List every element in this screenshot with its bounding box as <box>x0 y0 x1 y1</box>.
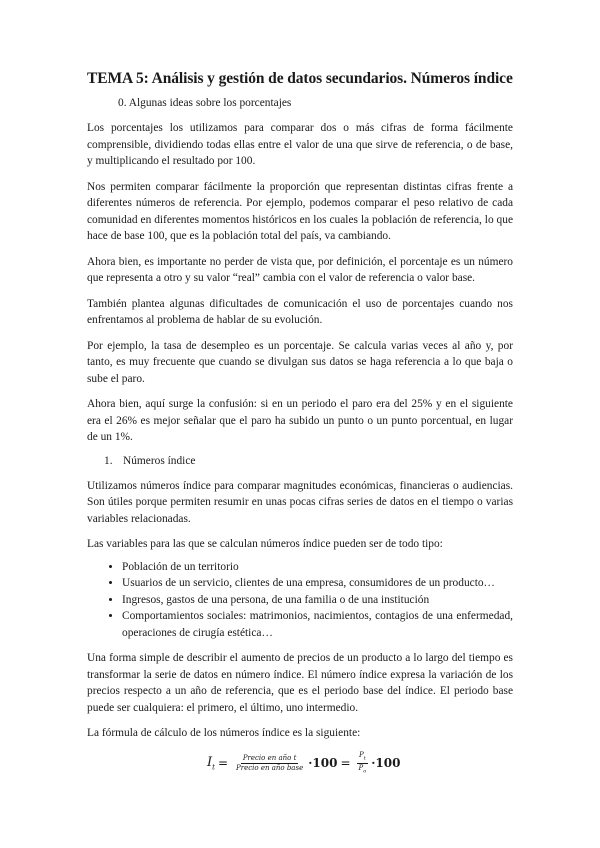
list-item: • Población de un territorio <box>122 559 513 576</box>
bullet-list <box>87 559 513 642</box>
formula-times-100-b: ·100 <box>371 756 401 771</box>
section-1-number: 1. <box>104 454 113 467</box>
paragraph: Las variables para las que se calculan números índice pueden ser de todo tipo: <box>87 538 443 550</box>
paragraph: También plantea algunas dificultades de comunicación el uso de porcentajes cuando nos enfrentamos al problema de hablar de su evolución. <box>87 297 513 326</box>
formula-lhs: $I_t$ <box>207 755 215 772</box>
formula-equals: = <box>217 756 229 771</box>
formula-times-100: ·100 <box>308 756 338 771</box>
index-formula <box>207 751 513 777</box>
paragraph: Los porcentajes los utilizamos para comparar dos o más cifras de forma fácilmente comprensible, dividiendo todas ellas entre el valor de una que sirve de referencia, o de base, y multiplicando el resultado por 100. <box>87 122 513 167</box>
paragraph: Ahora bien, aquí surge la confusión: si en un periodo el paro era del 25% y en el siguiente era el 26% es mejor señalar que el paro ha subido un punto o un punto porcentual, en lugar de un 1%. <box>87 398 513 443</box>
paragraph: Utilizamos números índice para comparar magnitudes económicas, financieras o audiencias. Son útiles porque permiten resumir en unas pocas cifras series de datos en el tiempo o varias variables relacionadas. <box>87 479 513 525</box>
paragraph: Una forma simple de describir el aumento de precios de un producto a lo largo del tiempo es transformar la serie de datos en número índice. El número índice expresa la variación de los precios respecto a un año de referencia, que es el periodo base del índice. El periodo base puede ser cualquiera: el primero, el último, uno intermedio. <box>87 652 513 714</box>
paragraph: Por ejemplo, la tasa de desempleo es un porcentaje. Se calcula varias veces al año y, por tanto, es muy frecuente que cuando se divulgan sus datos se haga referencia a lo que baja o sube el paro. <box>87 339 513 385</box>
section-0-heading: 0. Algunas ideas sobre los porcentajes <box>118 97 292 109</box>
paragraph: Ahora bien, es importante no perder de vista que, por definición, el porcentaje es un número que representa a otro y su valor “real” cambia con el valor de referencia o valor base. <box>87 255 513 284</box>
page-title: TEMA 5: Análisis y gestión de datos secundarios. Números índice <box>87 70 513 87</box>
formula-numerator: Precio en año t <box>242 753 297 762</box>
list-item: • Comportamientos sociales: matrimonios, nacimientos, contagios de una enfermedad, operaciones de cirugía estética… <box>122 608 513 641</box>
list-item: • Usuarios de un servicio, clientes de una empresa, consumidores de un producto… <box>122 575 513 592</box>
formula-denominator: Precio en año base <box>236 763 304 772</box>
formula-denominator-2: $P_o$ <box>358 763 367 775</box>
formula-numerator-2: $P_t$ <box>357 751 368 764</box>
paragraph: Nos permiten comparar fácilmente la proporción que representan distintas cifras frente a diferentes números de referencia. Por ejemplo, podemos comparar el peso relativo de cada comunidad en diferentes momentos históricos en los cuales la población de referencia, lo que hace de base 100, que es la población total del país, va cambiando. <box>87 180 513 242</box>
paragraph: La fórmula de cálculo de los números índice es la siguiente: <box>87 727 361 739</box>
formula-equals-2: = <box>340 756 351 771</box>
formula-fraction-symbols <box>357 751 369 777</box>
section-1-heading <box>104 455 513 467</box>
formula-fraction-words <box>234 754 305 773</box>
list-item: • Ingresos, gastos de una persona, de una familia o de una institución <box>122 592 513 609</box>
section-1-label: Números índice <box>123 454 196 467</box>
